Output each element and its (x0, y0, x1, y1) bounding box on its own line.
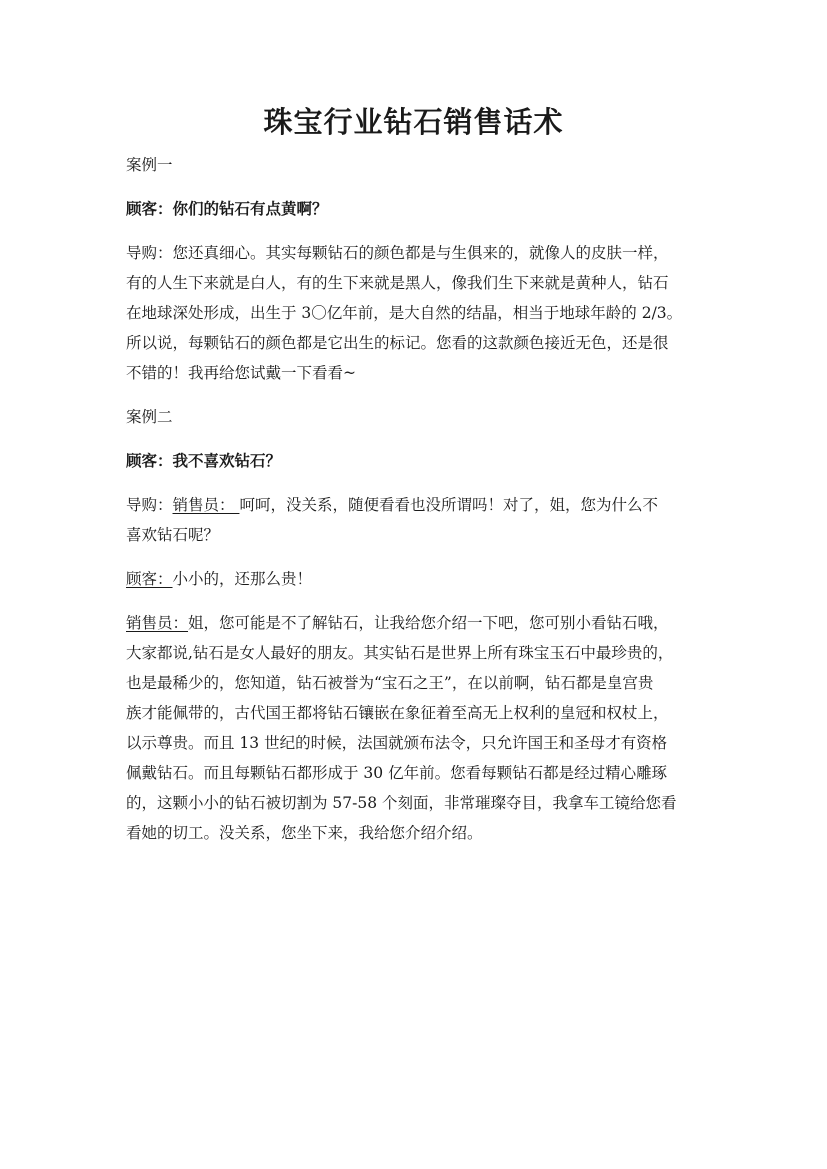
guide-reply-text: 呵呵，没关系，随便看看也没所谓吗！对了，姐，您为什么不 (239, 496, 658, 514)
case-1-answer-line: 在地球深处形成，出生于 3〇亿年前，是大自然的结晶，相当于地球年龄的 2/3。 (126, 304, 683, 322)
case-1-answer-line: 不错的！我再给您试戴一下看看~ (126, 364, 356, 382)
guide-prefix: 导购： (126, 496, 173, 514)
sales-reply-line: 以示尊贵。而且 13 世纪的时候，法国就颁布法令，只允许国王和圣母才有资格 (126, 734, 668, 752)
case-1-question: 顾客：你们的钻石有点黄啊？ (126, 199, 328, 218)
case-1-answer (126, 238, 716, 388)
customer-tag: 顾客： (126, 570, 173, 588)
sales-reply-line: 看她的切工。没关系，您坐下来，我给您介绍介绍。 (126, 824, 483, 842)
sales-reply-text: 姐，您可能是不了解钻石，让我给您介绍一下吧，您可别小看钻石哦， (188, 614, 669, 632)
sales-reply-line: 族才能佩带的，古代国王都将钻石镶嵌在象征着至高无上权利的皇冠和权杖上， (126, 704, 669, 722)
case-1-answer-line: 有的人生下来就是白人，有的生下来就是黑人，像我们生下来就是黄种人，钻石 (126, 274, 669, 292)
case-2-label: 案例二 (126, 408, 173, 426)
sales-reply-line: 佩戴钻石。而且每颗钻石都形成于 30 亿年前。您看每颗钻石都是经过精心雕琢 (126, 764, 668, 782)
salesperson-tag: 销售员： (172, 496, 240, 514)
guide-reply-text: 喜欢钻石呢？ (126, 526, 220, 544)
case-2-question: 顾客：我不喜欢钻石？ (126, 451, 282, 470)
customer-reply-text: 小小的，还那么贵！ (172, 570, 313, 588)
sales-reply-line: 大家都说,钻石是女人最好的朋友。其实钻石是世界上所有珠宝玉石中最珍贵的， (126, 644, 674, 662)
case-1-label: 案例一 (126, 156, 173, 174)
case-2-guide-reply (126, 490, 716, 550)
case-2-sales-reply (126, 608, 716, 848)
document-title: 珠宝行业钻石销售话术 (263, 105, 564, 139)
document-body (126, 150, 716, 862)
sales-reply-line: 的，这颗小小的钻石被切割为 57-58 个刻面，非常璀璨夺目，我拿车工镜给您看 (126, 794, 677, 812)
sales-tag: 销售员： (126, 614, 189, 632)
sales-reply-line: 也是最稀少的，您知道，钻石被誉为“宝石之王”，在以前啊，钻石都是皇宫贵 (126, 674, 654, 692)
case-2-customer-reply (126, 564, 716, 594)
case-1-answer-line: 导购：您还真细心。其实每颗钻石的颜色都是与生俱来的，就像人的皮肤一样， (126, 244, 669, 262)
case-1-answer-line: 所以说，每颗钻石的颜色都是它出生的标记。您看的这款颜色接近无色，还是很 (126, 334, 669, 352)
